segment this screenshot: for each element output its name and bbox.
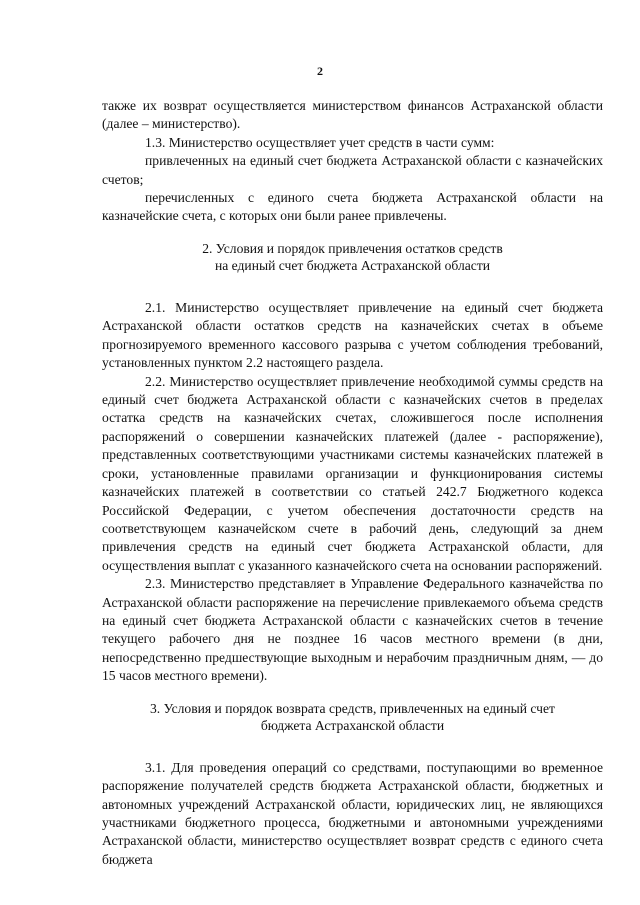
paragraph-continuation: также их возврат осуществляется министерством финансов Астраханской области (далее – министерство).	[102, 98, 603, 132]
section-3-heading-line2: бюджета Астраханской области	[260, 718, 445, 734]
paragraph-2-2: 2.2. Министерство осуществляет привлечение необходимой суммы средств на единый счет бюджета Астраханской области с казначейских счетов в пределах остатка средств на казначейских счетах, сложившегося после исполнения распоряжений о совершении казначейских платежей (далее - распоряжение), представленных соответствующими участниками системы казначейских платежей в сроки, установленные правилами организации и функционирования системы казначейских платежей в соответствии со статьей 242.7 Бюджетного кодекса Российской Федерации, с учетом обеспечения достаточности средств на соответствующем казначейском счете в рабочий день, следующий за днем привлечения средств на единый счет бюджета Астраханской области, для осуществления выплат с указанного казначейского счета на основании распоряжений.	[102, 373, 603, 573]
paragraph-2-1: 2.1. Министерство осуществляет привлечение на единый счет бюджета Астраханской области остатков средств на казначейских счетах в объеме прогнозируемого временного кассового разрыва с учетом соблюдения требований, установленных пунктом 2.2 настоящего раздела.	[102, 300, 603, 371]
section-3-heading-line1: 3. Условия и порядок возврата средств, привлеченных на единый счет	[150, 700, 555, 716]
paragraph-1-3-a: привлеченных на единый счет бюджета Астраханской области с казначейских счетов;	[102, 153, 603, 187]
paragraph-2-3: 2.3. Министерство представляет в Управление Федерального казначейства по Астраханской области распоряжение на перечисление привлекаемого объема средств на единый счет бюджета Астраханской области с казначейских счетов в течение текущего рабочего дня не позднее 16 часов местного времени (в дни, непосредственно предшествующие выходным и нерабочим праздничным дням, — до 15 часов местного времени).	[102, 576, 603, 684]
document-body	[102, 97, 603, 869]
section-2-heading-line1: 2. Условия и порядок привлечения остатков средств	[202, 240, 503, 256]
paragraph-1-3: 1.3. Министерство осуществляет учет средств в части сумм:	[145, 134, 495, 150]
section-2-heading	[102, 240, 603, 275]
paragraph-1-3-b: перечисленных с единого счета бюджета Астраханской области на казначейские счета, с которых они были ранее привлечены.	[102, 190, 603, 224]
section-3-heading	[102, 700, 603, 735]
page-number: 2	[317, 64, 323, 78]
section-2-heading-line2: на единый счет бюджета Астраханской области	[214, 258, 491, 274]
paragraph-3-1: 3.1. Для проведения операций со средствами, поступающими во временное распоряжение получателей средств бюджета Астраханской области, бюджетных и автономных учреждений Астраханской области, юридических лиц, не являющихся участниками бюджетного процесса, бюджетными и автономными учреждениями Астраханской области, министерство осуществляет возврат средств с единого счета бюджета	[102, 759, 603, 867]
